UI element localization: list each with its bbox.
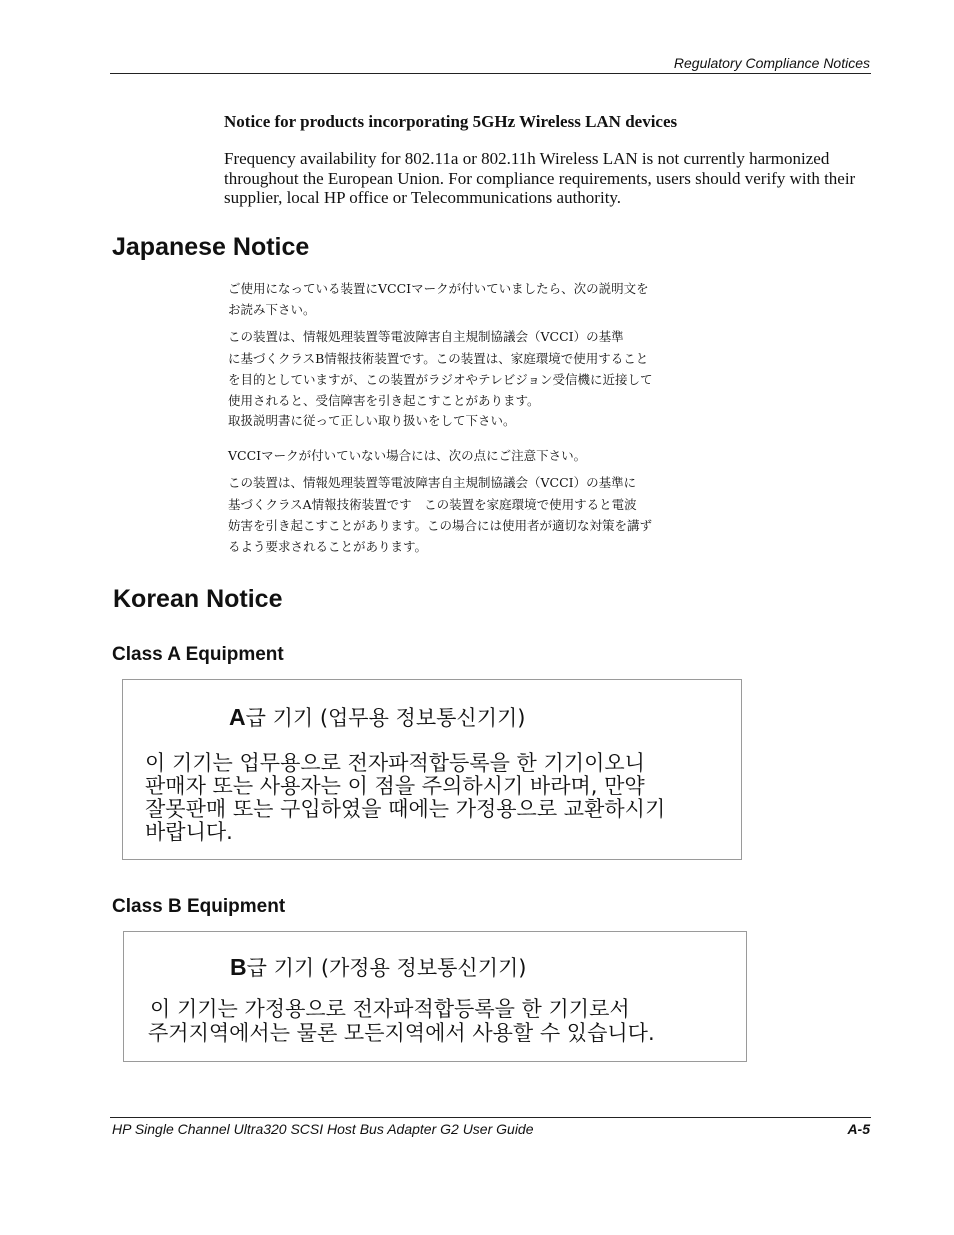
class-b-title-text: 급 기기 (가정용 정보통신기기) (246, 956, 527, 980)
jp-line: 妨害を引き起こすことがあります。この場合には使用者が適切な対策を講ず (228, 518, 653, 533)
class-a-line: 이 기기는 업무용으로 전자파적합등록을 한 기기이오니 (145, 751, 645, 775)
jp-line: を目的としていますが、この装置がラジオやテレビジョン受信機に近接して (228, 372, 653, 387)
header-rule (110, 73, 871, 74)
jp-line: お読み下さい。 (228, 302, 316, 317)
class-a-line: 바랍니다. (145, 820, 233, 844)
page-number: A-5 (847, 1121, 870, 1137)
jp-line: 使用されると、受信障害を引き起こすことがあります。 (228, 393, 540, 408)
korean-notice-heading: Korean Notice (113, 585, 283, 613)
jp-line: VCCIマークが付いていない場合には、次の点にご注意下さい。 (228, 448, 587, 463)
wlan-notice-body: Frequency availability for 802.11a or 802.11h Wireless LAN is not currently harmonized throughout the European Union. For compliance requirements, users should verify with their supplier, local HP office or Telecommunications authority. (224, 149, 856, 207)
japanese-notice-heading: Japanese Notice (112, 233, 310, 261)
wlan-notice-heading: Notice for products incorporating 5GHz Wireless LAN devices (224, 112, 678, 131)
footer-title: HP Single Channel Ultra320 SCSI Host Bus Adapter G2 User Guide (112, 1121, 534, 1137)
class-a-title-text: 급 기기 (업무용 정보통신기기) (245, 706, 526, 730)
jp-line: 基づくクラスA情報技術装置です この装置を家庭環境で使用すると電波 (228, 497, 637, 512)
jp-line: 取扱説明書に従って正しい取り扱いをして下さい。 (228, 413, 516, 428)
class-b-line: 이 기기는 가정용으로 전자파적합등록을 한 기기로서 (150, 997, 630, 1021)
class-a-line: 판매자 또는 사용자는 이 점을 주의하시기 바라며, 만약 (145, 774, 645, 798)
footer-rule (110, 1117, 871, 1118)
running-header: Regulatory Compliance Notices (673, 55, 870, 71)
class-a-heading: Class A Equipment (112, 644, 284, 665)
jp-line: この装置は、情報処理装置等電波障害自主規制協議会（VCCI）の基準 (228, 329, 624, 344)
jp-line: るよう要求されることがあります。 (228, 539, 428, 554)
jp-line: ご使用になっている装置にVCCIマークが付いていましたら、次の説明文を (228, 281, 649, 296)
class-b-notice-box (123, 931, 747, 1062)
class-b-heading: Class B Equipment (112, 896, 286, 917)
jp-line: この装置は、情報処理装置等電波障害自主規制協議会（VCCI）の基準に (228, 475, 637, 490)
class-a-title-letter: A (229, 704, 246, 730)
class-b-title (230, 952, 526, 982)
class-b-title-letter: B (230, 954, 247, 980)
class-a-notice-box (122, 679, 742, 860)
class-a-line: 잘못판매 또는 구입하였을 때에는 가정용으로 교환하시기 (145, 797, 666, 821)
class-a-title (229, 702, 525, 732)
class-b-line: 주거지역에서는 물론 모든지역에서 사용할 수 있습니다. (148, 1021, 655, 1045)
jp-line: に基づくクラスB情報技術装置です。この装置は、家庭環境で使用すること (228, 351, 649, 366)
